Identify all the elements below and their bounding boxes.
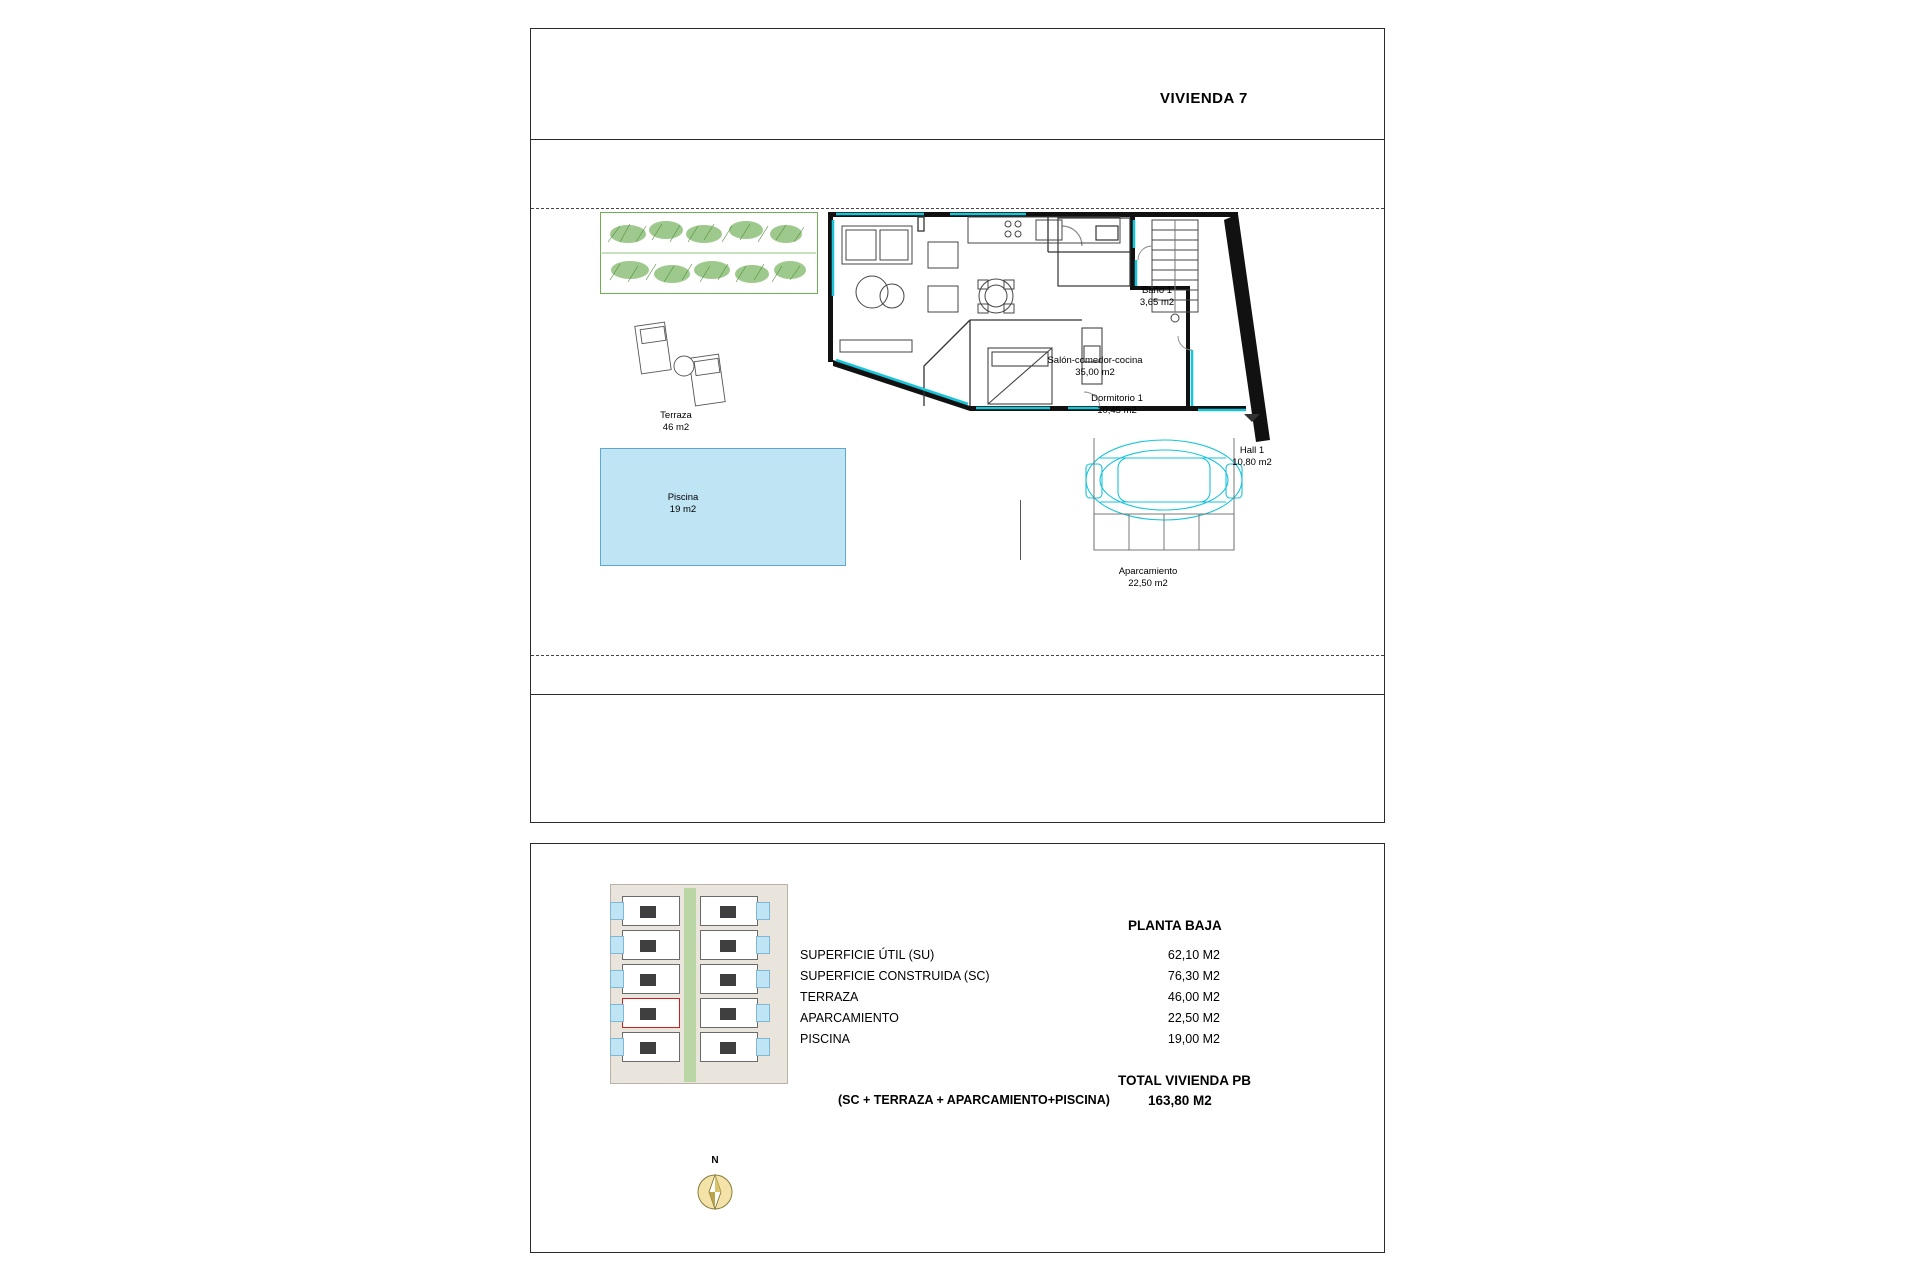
- title-band-divider: [531, 139, 1384, 140]
- key-plan-pool: [610, 1004, 624, 1022]
- dormitorio-name: Dormitorio 1: [1091, 393, 1143, 404]
- bano-area: 3,65 m2: [1139, 297, 1175, 308]
- salon-area: 35,00 m2: [1075, 367, 1115, 378]
- compass-needle-icon: [692, 1169, 738, 1215]
- summary-row-label: PISCINA: [800, 1032, 851, 1046]
- room-label-aparcamiento: [1098, 566, 1198, 590]
- room-label-dormitorio: [1062, 393, 1172, 417]
- key-plan-pool: [610, 936, 624, 954]
- summary-row-value: 19,00 M2: [1167, 1032, 1220, 1046]
- hall-name: Hall 1: [1239, 445, 1265, 456]
- piscina-name: Piscina: [667, 492, 699, 503]
- summary-row-label: APARCAMIENTO: [800, 1011, 899, 1025]
- parking-car-icon: [1066, 418, 1266, 558]
- key-plan-detail: [720, 1042, 736, 1054]
- piscina-area: 19 m2: [669, 504, 697, 515]
- key-plan-pool: [610, 902, 624, 920]
- key-plan-pool: [610, 970, 624, 988]
- page-title: VIVIENDA 7: [1160, 90, 1248, 107]
- room-label-piscina: [608, 492, 758, 516]
- key-plan-detail: [720, 974, 736, 986]
- key-plan-pool: [756, 902, 770, 920]
- summary-row-value: 22,50 M2: [1167, 1011, 1220, 1025]
- summary-row-label: SUPERFICIE ÚTIL (SU): [800, 948, 935, 962]
- terraza-area: 46 m2: [662, 422, 690, 433]
- key-plan-detail: [720, 940, 736, 952]
- terraza-name: Terraza: [660, 410, 692, 421]
- summary-row-value: 46,00 M2: [1167, 990, 1220, 1004]
- summary-row-value: 76,30 M2: [1167, 969, 1220, 983]
- compass-rose: [692, 1155, 738, 1215]
- summary-row-label: TERRAZA: [800, 990, 859, 1004]
- key-plan-pool: [756, 970, 770, 988]
- total-heading: TOTAL VIVIENDA PB: [1118, 1073, 1252, 1088]
- hall-area: 10,80 m2: [1232, 457, 1272, 468]
- key-plan-detail: [640, 974, 656, 986]
- aparcamiento-area: 22,50 m2: [1128, 578, 1168, 589]
- lower-band-divider: [531, 694, 1384, 695]
- key-plan-detail: [720, 1008, 736, 1020]
- summary-row-value: 62,10 M2: [1167, 948, 1220, 962]
- terrace-furniture-icon: [636, 318, 776, 408]
- summary-heading: PLANTA BAJA: [1128, 918, 1222, 933]
- plan-reference-line: [1020, 500, 1021, 560]
- key-plan-pool: [756, 936, 770, 954]
- aparcamiento-name: Aparcamiento: [1118, 566, 1178, 577]
- total-note: (SC + TERRAZA + APARCAMIENTO+PISCINA): [838, 1093, 1110, 1107]
- salon-name: Salón-comedor-cocina: [1047, 355, 1143, 366]
- key-plan-detail: [720, 906, 736, 918]
- room-label-hall: [1206, 445, 1298, 469]
- total-value: 163,80 M2: [1148, 1093, 1212, 1108]
- garden-planting-icon: [600, 212, 820, 296]
- key-plan-pool: [756, 1038, 770, 1056]
- key-plan-pool: [610, 1038, 624, 1056]
- room-label-bano: [1122, 285, 1192, 309]
- dormitorio-area: 10,45 m2: [1097, 405, 1137, 416]
- key-plan-detail: [640, 940, 656, 952]
- key-plan-detail: [640, 906, 656, 918]
- room-label-salon: [1020, 355, 1170, 379]
- compass-north-label: N: [711, 1155, 719, 1166]
- summary-row-label: SUPERFICIE CONSTRUIDA (SC): [800, 969, 990, 983]
- key-plan: [604, 878, 794, 1093]
- bano-name: Baño 1: [1141, 285, 1173, 296]
- key-plan-detail: [640, 1042, 656, 1054]
- key-plan-street: [684, 888, 696, 1082]
- key-plan-detail: [640, 1008, 656, 1020]
- plot-boundary-bottom: [531, 655, 1384, 656]
- room-label-terraza: [606, 410, 746, 434]
- key-plan-pool: [756, 1004, 770, 1022]
